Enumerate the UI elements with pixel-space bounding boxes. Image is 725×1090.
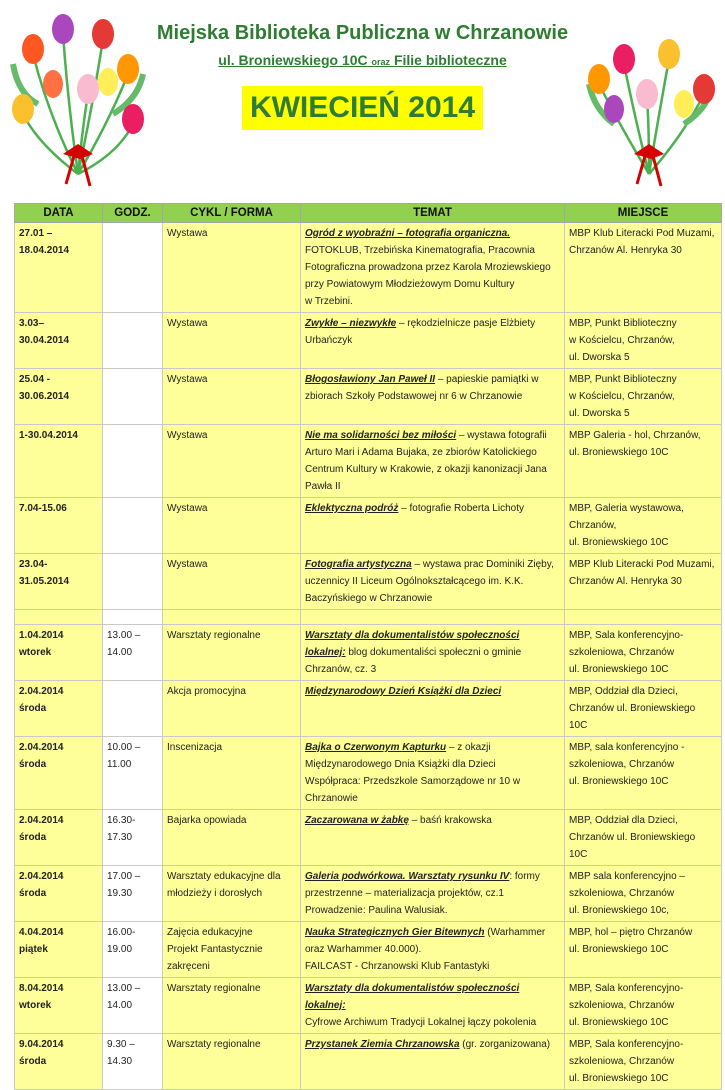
event-description: – z okazji Międzynarodowego Dnia Książki dla Dzieci Współpraca: Przedszkole Samorządowe nr 10 w Chrzanowie [305, 742, 521, 804]
cell-place: MBP, Punkt Biblioteczny w Kościelcu, Chrzanów, ul. Dworska 5 [565, 313, 722, 369]
cell-form: Wystawa [163, 313, 301, 369]
event-title: Warsztaty dla dokumentalistów społeczności lokalnej: [305, 983, 520, 1011]
event-title: Galeria podwórkowa. Warsztaty rysunku IV [305, 871, 510, 882]
cell-topic [301, 369, 565, 425]
address-branches: Filie biblioteczne [393, 52, 507, 68]
month-title [150, 86, 575, 130]
cell-place: MBP, Oddział dla Dzieci, Chrzanów ul. Broniewskiego 10C [565, 681, 722, 737]
cell-topic [301, 681, 565, 737]
cell-place: MBP, Sala konferencyjno- szkoleniowa, Chrzanów ul. Broniewskiego 10C [565, 1034, 722, 1090]
event-description: – fotografie Roberta Lichoty [398, 503, 524, 514]
cell-form: Warsztaty regionalne [163, 978, 301, 1034]
cell-date: 27.01 – 18.04.2014 [15, 223, 103, 313]
table-row [15, 498, 722, 554]
cell-topic [301, 978, 565, 1034]
spacer-cell [15, 610, 103, 625]
table-body [15, 223, 722, 1090]
event-description: blog dokumentaliści społeczni o gminie Chrzanów, cz. 3 [305, 647, 522, 675]
cell-time [103, 498, 163, 554]
cell-form: Zajęcia edukacyjne Projekt Fantastycznie zakręceni [163, 922, 301, 978]
event-title: Nie ma solidarności bez miłości [305, 430, 457, 441]
table-row [15, 313, 722, 369]
event-title: Zwykłe – niezwykłe [305, 318, 397, 329]
cell-time: 17.00 – 19.30 [103, 866, 163, 922]
library-address [150, 52, 575, 68]
cell-topic [301, 425, 565, 498]
cell-place: MBP, Galeria wystawowa, Chrzanów, ul. Broniewskiego 10C [565, 498, 722, 554]
cell-topic [301, 810, 565, 866]
event-description: – papieskie pamiątki w zbiorach Szkoły Podstawowej nr 6 w Chrzanowie [305, 374, 539, 402]
cell-place: MBP, Oddział dla Dzieci, Chrzanów ul. Broniewskiego 10C [565, 810, 722, 866]
cell-time [103, 554, 163, 610]
cell-form: Wystawa [163, 223, 301, 313]
table-row [15, 425, 722, 498]
cell-topic [301, 313, 565, 369]
events-table [14, 203, 722, 1090]
event-title: Międzynarodowy Dzień Książki dla Dzieci [305, 686, 502, 697]
cell-date: 3.03– 30.04.2014 [15, 313, 103, 369]
cell-place: MBP Galeria - hol, Chrzanów, ul. Broniewskiego 10C [565, 425, 722, 498]
cell-date: 2.04.2014 środa [15, 681, 103, 737]
cell-place: MBP, Punkt Biblioteczny w Kościelcu, Chrzanów, ul. Dworska 5 [565, 369, 722, 425]
event-title: Bajka o Czerwonym Kapturku [305, 742, 447, 753]
cell-time [103, 313, 163, 369]
cell-date: 25.04 - 30.06.2014 [15, 369, 103, 425]
cell-time: 16.00- 19.00 [103, 922, 163, 978]
event-description: FOTOKLUB, Trzebińska Kinematografia, Pracownia Fotograficzna prowadzona przez Karola Mroziewskiego przy Powiatowym Młodzieżowym Domu Kultury w Trzebini. [305, 245, 551, 307]
col-header-place: MIEJSCE [565, 204, 722, 223]
page-header [0, 0, 725, 200]
spacer-cell [301, 610, 565, 625]
cell-time: 9.30 – 14.30 [103, 1034, 163, 1090]
table-row [15, 922, 722, 978]
event-title: Fotografia artystyczna [305, 559, 412, 570]
col-header-topic: TEMAT [301, 204, 565, 223]
cell-form: Bajarka opowiada [163, 810, 301, 866]
table-spacer-row [15, 610, 722, 625]
col-header-form: CYKL / FORMA [163, 204, 301, 223]
tulip-bouquet-left-image [8, 4, 148, 194]
cell-date: 8.04.2014 wtorek [15, 978, 103, 1034]
cell-topic [301, 866, 565, 922]
cell-time [103, 369, 163, 425]
cell-date: 4.04.2014 piątek [15, 922, 103, 978]
cell-form: Warsztaty regionalne [163, 1034, 301, 1090]
table-row [15, 737, 722, 810]
cell-date: 2.04.2014 środa [15, 737, 103, 810]
cell-place: MBP sala konferencyjno – szkoleniowa, Chrzanów ul. Broniewskiego 10c, [565, 866, 722, 922]
event-description: – wystawa prac Dominiki Zięby, uczennicy II Liceum Ogólnokształcącego im. K.K. Baczyńskiego w Chrzanowie [305, 559, 554, 604]
cell-place: MBP, hol – piętro Chrzanów ul. Broniewskiego 10C [565, 922, 722, 978]
cell-date: 1-30.04.2014 [15, 425, 103, 498]
table-row [15, 810, 722, 866]
cell-time: 13.00 – 14.00 [103, 978, 163, 1034]
event-description: (Warhammer oraz Warhammer 40.000). FAILCAST - Chrzanowski Klub Fantastyki [305, 927, 546, 972]
cell-place: MBP, Sala konferencyjno- szkoleniowa, Chrzanów ul. Broniewskiego 10C [565, 978, 722, 1034]
event-title: Przystanek Ziemia Chrzanowska [305, 1039, 460, 1050]
cell-topic [301, 498, 565, 554]
address-main: ul. Broniewskiego 10C [218, 52, 368, 68]
event-description: – rękodzielnicze pasje Elżbiety Urbańczyk [305, 318, 536, 346]
table-row [15, 369, 722, 425]
event-description: – wystawa fotografii Arturo Mari i Adama Bujaka, ze zbiorów Katolickiego Centrum Kultury w Krakowie, z okazji kanonizacji Jana Pawła II [305, 430, 547, 492]
event-title: Warsztaty dla dokumentalistów społeczności lokalnej: [305, 630, 520, 658]
cell-topic [301, 1034, 565, 1090]
cell-date: 7.04-15.06 [15, 498, 103, 554]
tulip-bouquet-right-image [579, 4, 719, 194]
spacer-cell [103, 610, 163, 625]
cell-form: Wystawa [163, 554, 301, 610]
table-row [15, 1034, 722, 1090]
cell-place: MBP, sala konferencyjno - szkoleniowa, Chrzanów ul. Broniewskiego 10C [565, 737, 722, 810]
cell-topic [301, 625, 565, 681]
event-title: Zaczarowana w żabkę [305, 815, 409, 826]
table-row [15, 223, 722, 313]
cell-topic [301, 223, 565, 313]
cell-time [103, 681, 163, 737]
cell-date: 2.04.2014 środa [15, 810, 103, 866]
cell-form: Wystawa [163, 425, 301, 498]
cell-form: Wystawa [163, 369, 301, 425]
library-name: Miejska Biblioteka Publiczna w Chrzanowie [156, 22, 569, 44]
event-description: : formy przestrzenne – materializacja projektów, cz.1 Prowadzenie: Paulina Walusiak. [305, 871, 540, 916]
table-row [15, 866, 722, 922]
table-row [15, 681, 722, 737]
cell-time [103, 425, 163, 498]
cell-date: 2.04.2014 środa [15, 866, 103, 922]
table-row [15, 625, 722, 681]
event-description: Cyfrowe Archiwum Tradycji Lokalnej łączy pokolenia [305, 1017, 537, 1028]
cell-form: Warsztaty edukacyjne dla młodzieży i dorosłych [163, 866, 301, 922]
event-title: Błogosławiony Jan Paweł II [305, 374, 436, 385]
event-description: – baśń krakowska [408, 815, 492, 826]
col-header-date: DATA [15, 204, 103, 223]
event-title: Eklektyczna podróż [305, 503, 399, 514]
cell-form: Warsztaty regionalne [163, 625, 301, 681]
table-header-row [15, 204, 722, 223]
cell-topic [301, 737, 565, 810]
event-title: Ogród z wyobraźni – fotografia organiczna. [305, 228, 511, 239]
spacer-cell [163, 610, 301, 625]
cell-place: MBP Klub Literacki Pod Muzami, Chrzanów Al. Henryka 30 [565, 554, 722, 610]
address-conjunction: oraz [371, 57, 391, 67]
cell-date: 1.04.2014 wtorek [15, 625, 103, 681]
col-header-time: GODZ. [103, 204, 163, 223]
cell-time: 10.00 – 11.00 [103, 737, 163, 810]
event-description: (gr. zorganizowana) [459, 1039, 551, 1050]
cell-form: Wystawa [163, 498, 301, 554]
cell-date: 23.04- 31.05.2014 [15, 554, 103, 610]
cell-place: MBP Klub Literacki Pod Muzami, Chrzanów Al. Henryka 30 [565, 223, 722, 313]
cell-topic [301, 554, 565, 610]
cell-form: Akcja promocyjna [163, 681, 301, 737]
table-row [15, 978, 722, 1034]
cell-time [103, 223, 163, 313]
cell-time: 16.30- 17.30 [103, 810, 163, 866]
cell-place: MBP, Sala konferencyjno- szkoleniowa, Chrzanów ul. Broniewskiego 10C [565, 625, 722, 681]
cell-form: Inscenizacja [163, 737, 301, 810]
cell-date: 9.04.2014 środa [15, 1034, 103, 1090]
table-row [15, 554, 722, 610]
cell-time: 13.00 – 14.00 [103, 625, 163, 681]
spacer-cell [565, 610, 722, 625]
month-label: KWIECIEŃ 2014 [242, 86, 483, 130]
event-title: Nauka Strategicznych Gier Bitewnych [305, 927, 485, 938]
cell-topic [301, 922, 565, 978]
